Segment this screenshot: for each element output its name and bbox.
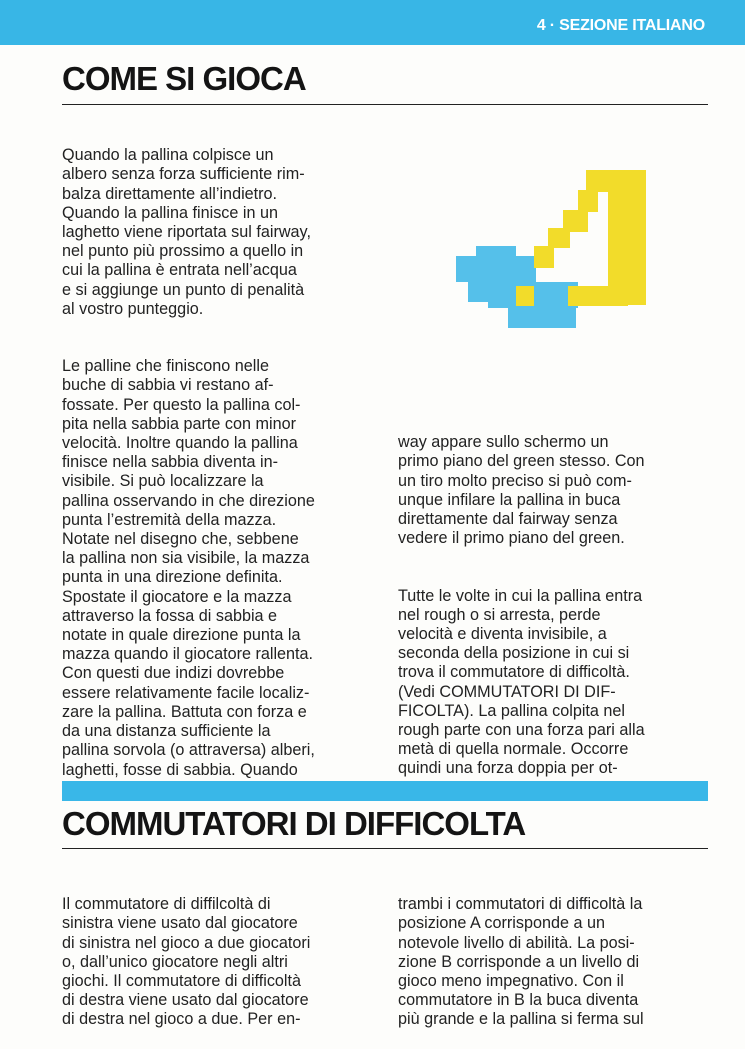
- paragraph: way appare sullo schermo un primo piano del green stesso. Con un tiro molto preciso si può com- unque infilare la pallina in buca direttamente dal fairway senza vedere il primo piano del green.: [398, 433, 645, 548]
- section-divider-band: [62, 781, 708, 801]
- left-column: [62, 127, 372, 818]
- section-title-commutatori: COMMUTATORI DI DIFFICOLTA: [62, 805, 526, 842]
- section-label: 4 · SEZIONE ITALIANO: [536, 17, 705, 34]
- title-underline: [62, 104, 708, 105]
- title-underline: [62, 848, 708, 849]
- golf-illustration: [448, 168, 648, 338]
- paragraph: Il commutatore di diffilcoltà di sinistra viene usato dal giocatore di sinistra nel gioco a due giocatori o, dall’unico giocatore negli altri giochi. Il commutatore di difficoltà di destra viene usato dal giocatore di destra nel gioco a due. Per en-: [62, 895, 311, 1029]
- paragraph: trambi i commutatori di difficoltà la posizione A corrisponde a un notevole livello di abilità. La posi- zione B corrisponde a un livello di gioco meno impegnativo. Con il commutatore in B la buca diventa più grande e la pallina si ferma sul: [398, 895, 644, 1029]
- paragraph: Le palline che finiscono nelle buche di sabbia vi restano af- fossate. Per questo la pallina col- pita nella sabbia parte con minor velocità. Inoltre quando la pallina finisce nella sabbia diventa in- visibile. Si può localizzare la pallina osservando in che direzione punta l’estremità della mazza. Notate nel disegno che, sebbene la pallina non sia visibile, la mazza punta in una direzione definita. Spostate il giocatore e la mazza attraverso la fossa di sabbia e notate in quale direzione punta la mazza quando il giocatore rallenta. Con questi due indizi dovrebbe essere relativamente facile localiz- zare la pallina. Battuta con forza e da una distanza sufficiente la pallina sorvola (o attraversa) alberi, laghetti, fosse di sabbia. Quando: [62, 357, 315, 779]
- paragraph: Tutte le volte in cui la pallina entra nel rough o si arresta, perde velocità e diventa invisibile, a seconda della posizione in cui si trova il commutatore di difficoltà. (Vedi COMMUTATORI DI DIF- FICOLTA). La pallina colpita nel rough parte con una forza pari alla metà di quella normale. Occorre quindi una forza doppia per ot-: [398, 586, 645, 778]
- right-column: [398, 876, 708, 1049]
- section-title-come-si-gioca: COME SI GIOCA: [62, 60, 306, 97]
- paragraph: Quando la pallina colpisce un albero senza forza sufficiente rim- balza direttamente all’indietro. Quando la pallina finisce in un laghetto viene riportata sul fairway, nel punto più prossimo a quello in cui la pallina è entrata nell’acqua e si aggiunge un punto di penalità al vostro punteggio.: [62, 146, 311, 318]
- left-column: [62, 876, 372, 1049]
- right-column: [398, 414, 708, 817]
